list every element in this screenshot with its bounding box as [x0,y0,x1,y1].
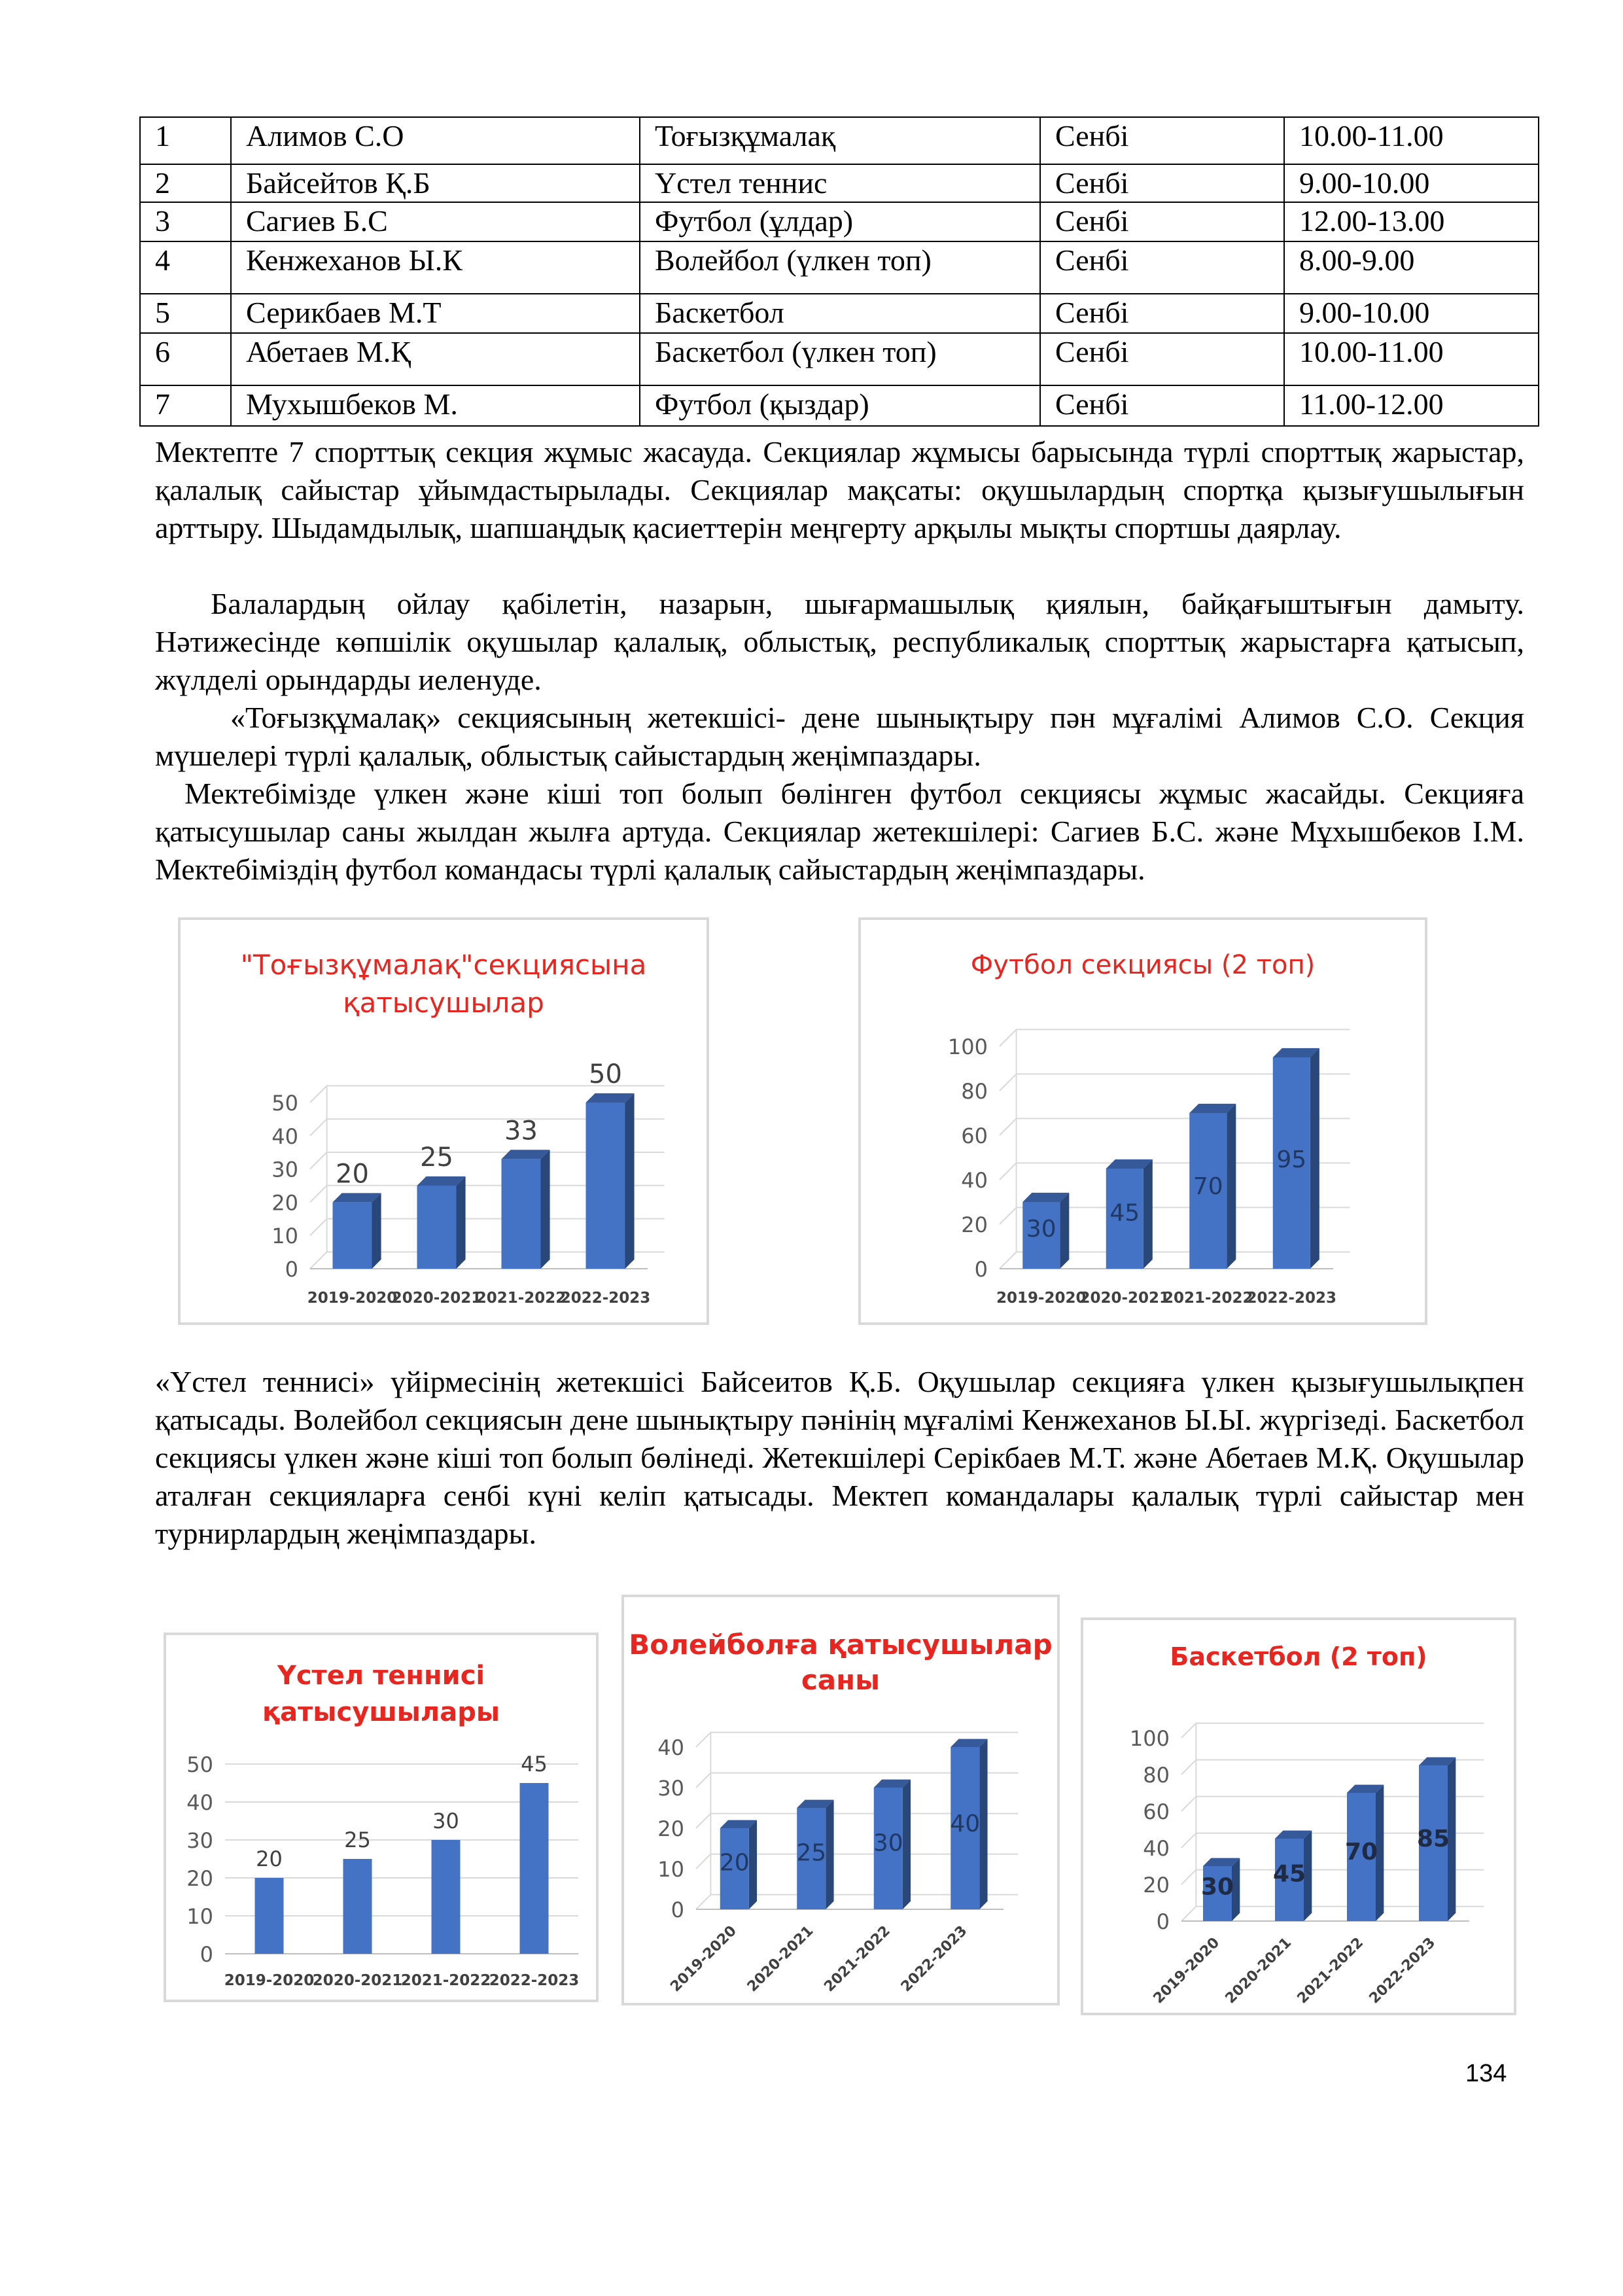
data-label: 85 [1416,1825,1450,1852]
y-tick-label: 0 [671,1898,684,1922]
x-tick-label: 2019-2020 [1150,1934,1223,2007]
paragraph-sections-intro: Мектепте 7 спорттық секция жұмыс жасауда. Секциялар жұмысы барысында түрлі спорттық жарыстар, қалалық сайыстар ұйымдастырылады. Секциялар мақсаты: оқушылардың спортқа қызығушылығын арттыру. Шыдамдылық, шапшаңдық қасиеттерін меңгерту арқылы мықты спортшы даярлау. [155,435,1524,544]
chart-plot [861,920,1425,1322]
data-label: 45 [1109,1199,1140,1227]
y-tick-label: 30 [271,1157,298,1182]
x-tick-label: 2022-2023 [560,1290,651,1307]
cell-coach-name: Абетаев М.Қ [231,333,640,385]
chart-title: Футбол секциясы (2 топ) [970,950,1316,980]
bar-side [1310,1048,1319,1269]
x-tick-label: 2022-2023 [1366,1934,1439,2007]
cell-row-number: 5 [140,294,231,333]
y-tick-label: 0 [974,1257,988,1282]
bar [502,1159,541,1269]
x-tick-label: 2019-2020 [667,1922,740,1996]
cell-section-name: Волейбол (үлкен топ) [640,241,1040,294]
data-label: 33 [504,1116,538,1146]
y-tick-label: 0 [1156,1909,1170,1934]
bar-side [1143,1159,1153,1269]
cell-coach-name: Мухышбеков М. [231,385,640,426]
chart-plot [1083,1620,1514,2013]
bar [417,1186,457,1269]
data-label: 30 [432,1809,459,1833]
data-label: 25 [420,1142,453,1173]
y-tick-label: 60 [1143,1799,1170,1824]
cell-row-number: 3 [140,202,231,241]
paragraph-togyzkumalak: «Тоғызқұмалақ» секциясының жетекшісі- дене шынықтыру пән мұғалімі Алимов С.О. Секция мүшелері түрлі қалалық, облыстық сайыстардың жеңімпаздары. [155,701,1524,772]
y-tick-label: 80 [961,1079,988,1104]
data-label: 95 [1276,1146,1307,1173]
data-label: 20 [256,1846,283,1871]
x-tick-label: 2020-2021 [1222,1934,1295,2007]
x-tick-label: 2022-2023 [1246,1290,1337,1307]
bar [333,1202,372,1269]
cell-day: Сенбі [1040,202,1284,241]
chart-plot [166,1635,596,2000]
data-label: 25 [796,1839,827,1867]
chart-title: "Тоғызқұмалақ"секциясына қатысушылар [240,949,647,1019]
paragraph-other-sections: «Үстел теннисі» үйірмесінің жетекшісі Байсеитов Қ.Б. Оқушылар секцияға үлкен қызығушылықпен қатысады. Волейбол секциясын дене шынықтыру пәнінің мұғалімі Кенжеханов Ы.Ы. жүргізеді. Баскетбол секциясы үлкен және кіші топ болып бөлінеді. Жетекшілері Серікбаев М.Т. және Абетаев М.Қ. Оқушылар аталған секцияларға сенбі күні келіп қатысады. Мектеп командалары қалалық түрлі сайыстар мен турнирлардың жеңімпаздары. [155,1365,1524,1550]
y-tick-label: 50 [186,1752,213,1777]
y-tick-label: 30 [657,1776,684,1801]
x-tick-label: 2020-2021 [1079,1290,1170,1307]
schedule-row [140,294,1539,333]
x-tick-label: 2019-2020 [996,1290,1087,1307]
cell-coach-name: Кенжеханов Ы.К [231,241,640,294]
y-tick-label: 20 [657,1816,684,1841]
gridline [1000,1029,1350,1046]
cell-section-name: Футбол (қыздар) [640,385,1040,426]
chart-title: Волейболға қатысушылар саны [629,1629,1053,1696]
y-tick-label: 20 [1143,1873,1170,1898]
y-tick-label: 40 [1143,1836,1170,1861]
paragraph-goals: Балалардың ойлау қабілетін, назарын, шығармашылық қиялын, байқағыштығын дамыту. Нәтижесінде көпшілік оқушылар қалалық, облыстық, республикалық спорттық жарыстарға қатысып, жүлделі орындарды иеленуде. [155,587,1524,696]
chart-basketball [1081,1617,1516,2015]
bar [432,1840,461,1954]
y-tick-label: 40 [657,1735,684,1760]
cell-row-number: 2 [140,164,231,202]
schedule-row [140,202,1539,241]
gridline [1181,1723,1484,1738]
cell-time: 12.00-13.00 [1284,202,1539,241]
y-tick-label: 0 [285,1257,298,1282]
cell-time: 10.00-11.00 [1284,333,1539,385]
bar-side [372,1193,381,1269]
paragraph-football: Мектебімізде үлкен және кіші топ болып бөлінген футбол секциясы жұмыс жасайды. Секцияға қатысушылар саны жылдан жылға артуда. Секциялар жетекшілері: Сагиев Б.С. және Мұхышбеков І.М. Мектебіміздің футбол командасы түрлі қалалық сайыстардың жеңімпаздары. [155,777,1524,886]
cell-day: Сенбі [1040,294,1284,333]
x-tick-label: 2022-2023 [489,1972,580,1989]
data-label: 70 [1344,1838,1378,1865]
chart-plot [624,1597,1057,2003]
bar-side [903,1780,911,1909]
y-tick-label: 100 [947,1034,988,1059]
x-tick-label: 2019-2020 [307,1290,398,1307]
cell-day: Сенбі [1040,385,1284,426]
x-tick-label: 2021-2022 [1294,1934,1367,2007]
data-label: 25 [344,1828,371,1852]
x-tick-label: 2022-2023 [898,1922,971,1996]
bar [520,1783,549,1954]
data-label: 45 [1272,1860,1306,1888]
y-tick-label: 20 [271,1190,298,1216]
schedule-table [139,116,1539,427]
x-tick-label: 2020-2021 [391,1290,482,1307]
bar-side [625,1093,635,1269]
schedule-body [140,117,1539,426]
y-tick-label: 60 [961,1123,988,1148]
y-tick-label: 10 [657,1857,684,1882]
cell-time: 8.00-9.00 [1284,241,1539,294]
data-label: 40 [950,1810,981,1837]
data-label: 70 [1193,1173,1223,1200]
chart-title: Баскетбол (2 топ) [1170,1642,1427,1671]
cell-coach-name: Сагиев Б.С [231,202,640,241]
schedule-row [140,385,1539,426]
cell-section-name: Баскетбол [640,294,1040,333]
y-tick-label: 20 [186,1866,213,1891]
y-tick-label: 20 [961,1212,988,1237]
y-tick-label: 10 [186,1904,213,1929]
schedule-row [140,333,1539,385]
cell-row-number: 7 [140,385,231,426]
cell-coach-name: Алимов С.О [231,117,640,164]
data-label: 20 [336,1159,369,1190]
page-number: 134 [1465,2060,1507,2087]
y-tick-label: 40 [186,1790,213,1815]
y-tick-label: 80 [1143,1763,1170,1788]
y-tick-label: 40 [271,1123,298,1149]
bar-side [541,1150,550,1269]
x-tick-label: 2021-2022 [821,1922,894,1996]
cell-row-number: 6 [140,333,231,385]
cell-section-name: Үстел теннис [640,164,1040,202]
x-tick-label: 2020-2021 [744,1922,817,1996]
schedule-row [140,164,1539,202]
bar-side [826,1800,833,1909]
cell-day: Сенбі [1040,164,1284,202]
chart-plot [181,920,707,1322]
data-label: 45 [521,1752,548,1776]
y-tick-label: 0 [200,1942,213,1967]
x-tick-label: 2021-2022 [476,1290,567,1307]
cell-row-number: 4 [140,241,231,294]
cell-time: 11.00-12.00 [1284,385,1539,426]
chart-table-tennis [164,1633,599,2002]
chart-football [858,917,1427,1325]
y-tick-label: 10 [271,1224,298,1249]
cell-day: Сенбі [1040,117,1284,164]
cell-time: 9.00-10.00 [1284,164,1539,202]
y-tick-label: 100 [1129,1726,1170,1751]
data-label: 30 [1026,1216,1056,1243]
bar-side [749,1820,757,1909]
cell-row-number: 1 [140,117,231,164]
cell-section-name: Футбол (ұлдар) [640,202,1040,241]
cell-coach-name: Серикбаев М.Т [231,294,640,333]
y-tick-label: 40 [961,1168,988,1193]
chart-title: Үстел теннисі қатысушылары [262,1661,500,1727]
cell-day: Сенбі [1040,333,1284,385]
bar-side [1227,1104,1236,1269]
bar-side [979,1739,987,1909]
cell-section-name: Тоғызқұмалақ [640,117,1040,164]
bar [586,1103,625,1269]
cell-time: 10.00-11.00 [1284,117,1539,164]
x-tick-label: 2021-2022 [400,1972,491,1989]
data-label: 20 [719,1849,750,1877]
schedule-row [140,241,1539,294]
chart-volleyball [621,1595,1060,2005]
x-tick-label: 2020-2021 [312,1972,403,1989]
chart-togyzkumalak [178,917,709,1325]
bar-side [1060,1193,1069,1269]
cell-section-name: Баскетбол (үлкен топ) [640,333,1040,385]
cell-time: 9.00-10.00 [1284,294,1539,333]
cell-coach-name: Байсейтов Қ.Б [231,164,640,202]
schedule-row [140,117,1539,164]
bar [343,1859,372,1954]
data-label: 30 [873,1829,903,1857]
bar-side [457,1176,466,1269]
bar [255,1878,284,1954]
cell-day: Сенбі [1040,241,1284,294]
y-tick-label: 50 [271,1091,298,1116]
y-tick-label: 30 [186,1828,213,1853]
x-tick-label: 2019-2020 [224,1972,315,1989]
data-label: 30 [1200,1873,1234,1901]
x-tick-label: 2021-2022 [1162,1290,1253,1307]
data-label: 50 [589,1059,622,1089]
